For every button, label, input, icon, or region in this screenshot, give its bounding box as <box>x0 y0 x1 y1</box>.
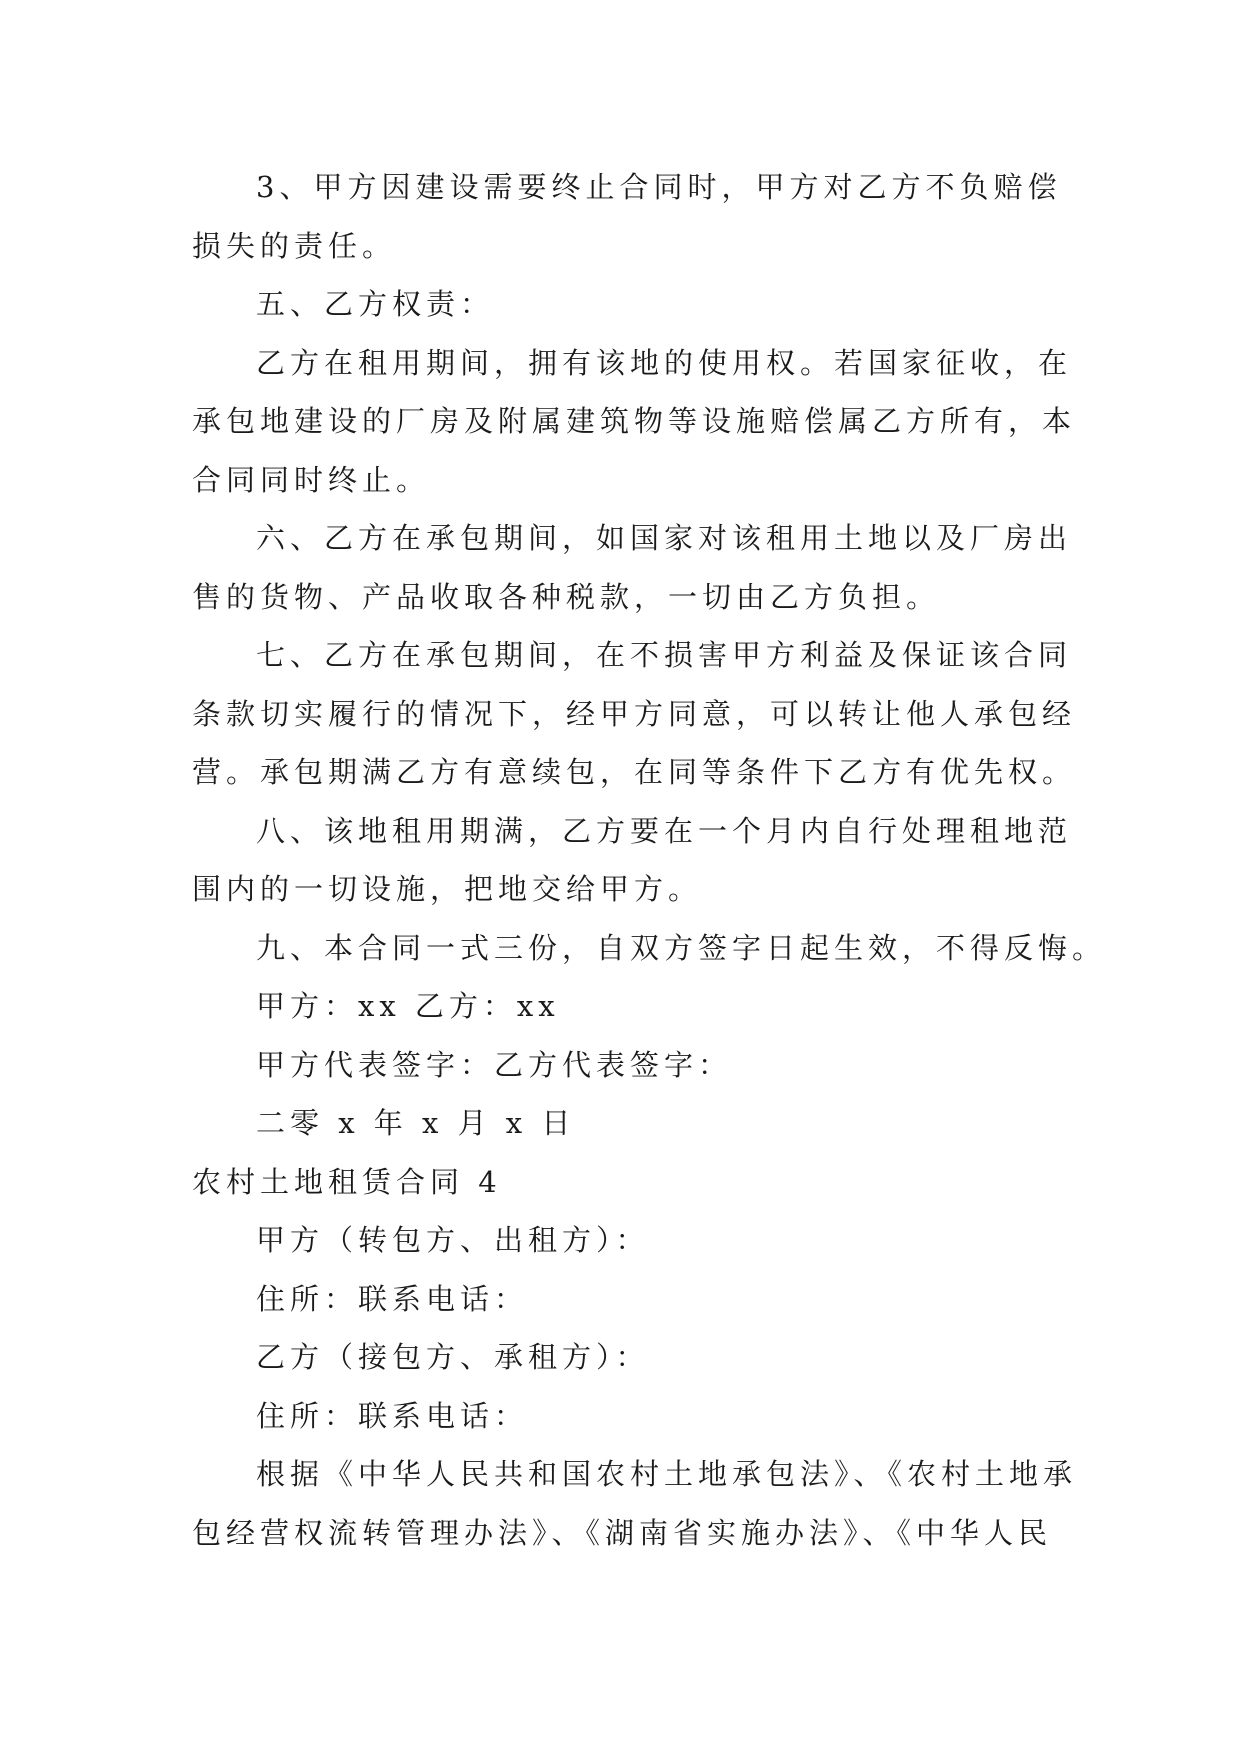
section-heading: 五、乙方权责： <box>256 287 495 321</box>
text-line: 包经营权流转管理办法》、《湖南省实施办法》、《中华人民 <box>192 1515 1053 1550</box>
party-b-label: 乙方（接包方、承租方）： <box>256 1340 650 1374</box>
signature-parties: 甲方：xx 乙方：xx <box>256 989 560 1023</box>
text-line: 围内的一切设施，把地交给甲方。 <box>192 872 703 906</box>
contract-title: 农村土地租赁合同 4 <box>192 1164 502 1199</box>
text-line: 七、乙方在承包期间，在不损害甲方利益及保证该合同 <box>256 638 1073 672</box>
text-line: 九、本合同一式三份，自双方签字日起生效，不得反悔。 <box>256 930 1107 965</box>
signature-date: 二零 x 年 x 月 x 日 <box>256 1106 576 1140</box>
party-a-address: 住所：联系电话： <box>256 1281 529 1316</box>
text-line: 条款切实履行的情况下，经甲方同意，可以转让他人承包经 <box>192 696 1077 731</box>
document-page <box>192 158 1107 1562</box>
text-line: 售的货物、产品收取各种税款，一切由乙方负担。 <box>192 579 941 614</box>
text-line: 承包地建设的厂房及附属建筑物等设施赔偿属乙方所有，本 <box>192 404 1077 438</box>
text-line: 损失的责任。 <box>192 228 397 263</box>
text-line: 根据《中华人民共和国农村土地承包法》、《农村土地承 <box>256 1457 1078 1491</box>
text-line: 营。承包期满乙方有意续包，在同等条件下乙方有优先权。 <box>192 755 1077 789</box>
party-a-label: 甲方（转包方、出租方）： <box>256 1223 650 1257</box>
text-line: 乙方在租用期间，拥有该地的使用权。若国家征收，在 <box>256 345 1073 380</box>
party-b-address: 住所：联系电话： <box>256 1398 529 1433</box>
text-line: 八、该地租用期满，乙方要在一个月内自行处理租地范 <box>256 813 1073 848</box>
text-line: 六、乙方在承包期间，如国家对该租用土地以及厂房出 <box>256 521 1073 555</box>
text-line: 合同同时终止。 <box>192 462 431 497</box>
text-line: 3、甲方因建设需要终止合同时，甲方对乙方不负赔偿 <box>256 170 1062 204</box>
signature-representatives: 甲方代表签字：乙方代表签字： <box>256 1047 733 1082</box>
